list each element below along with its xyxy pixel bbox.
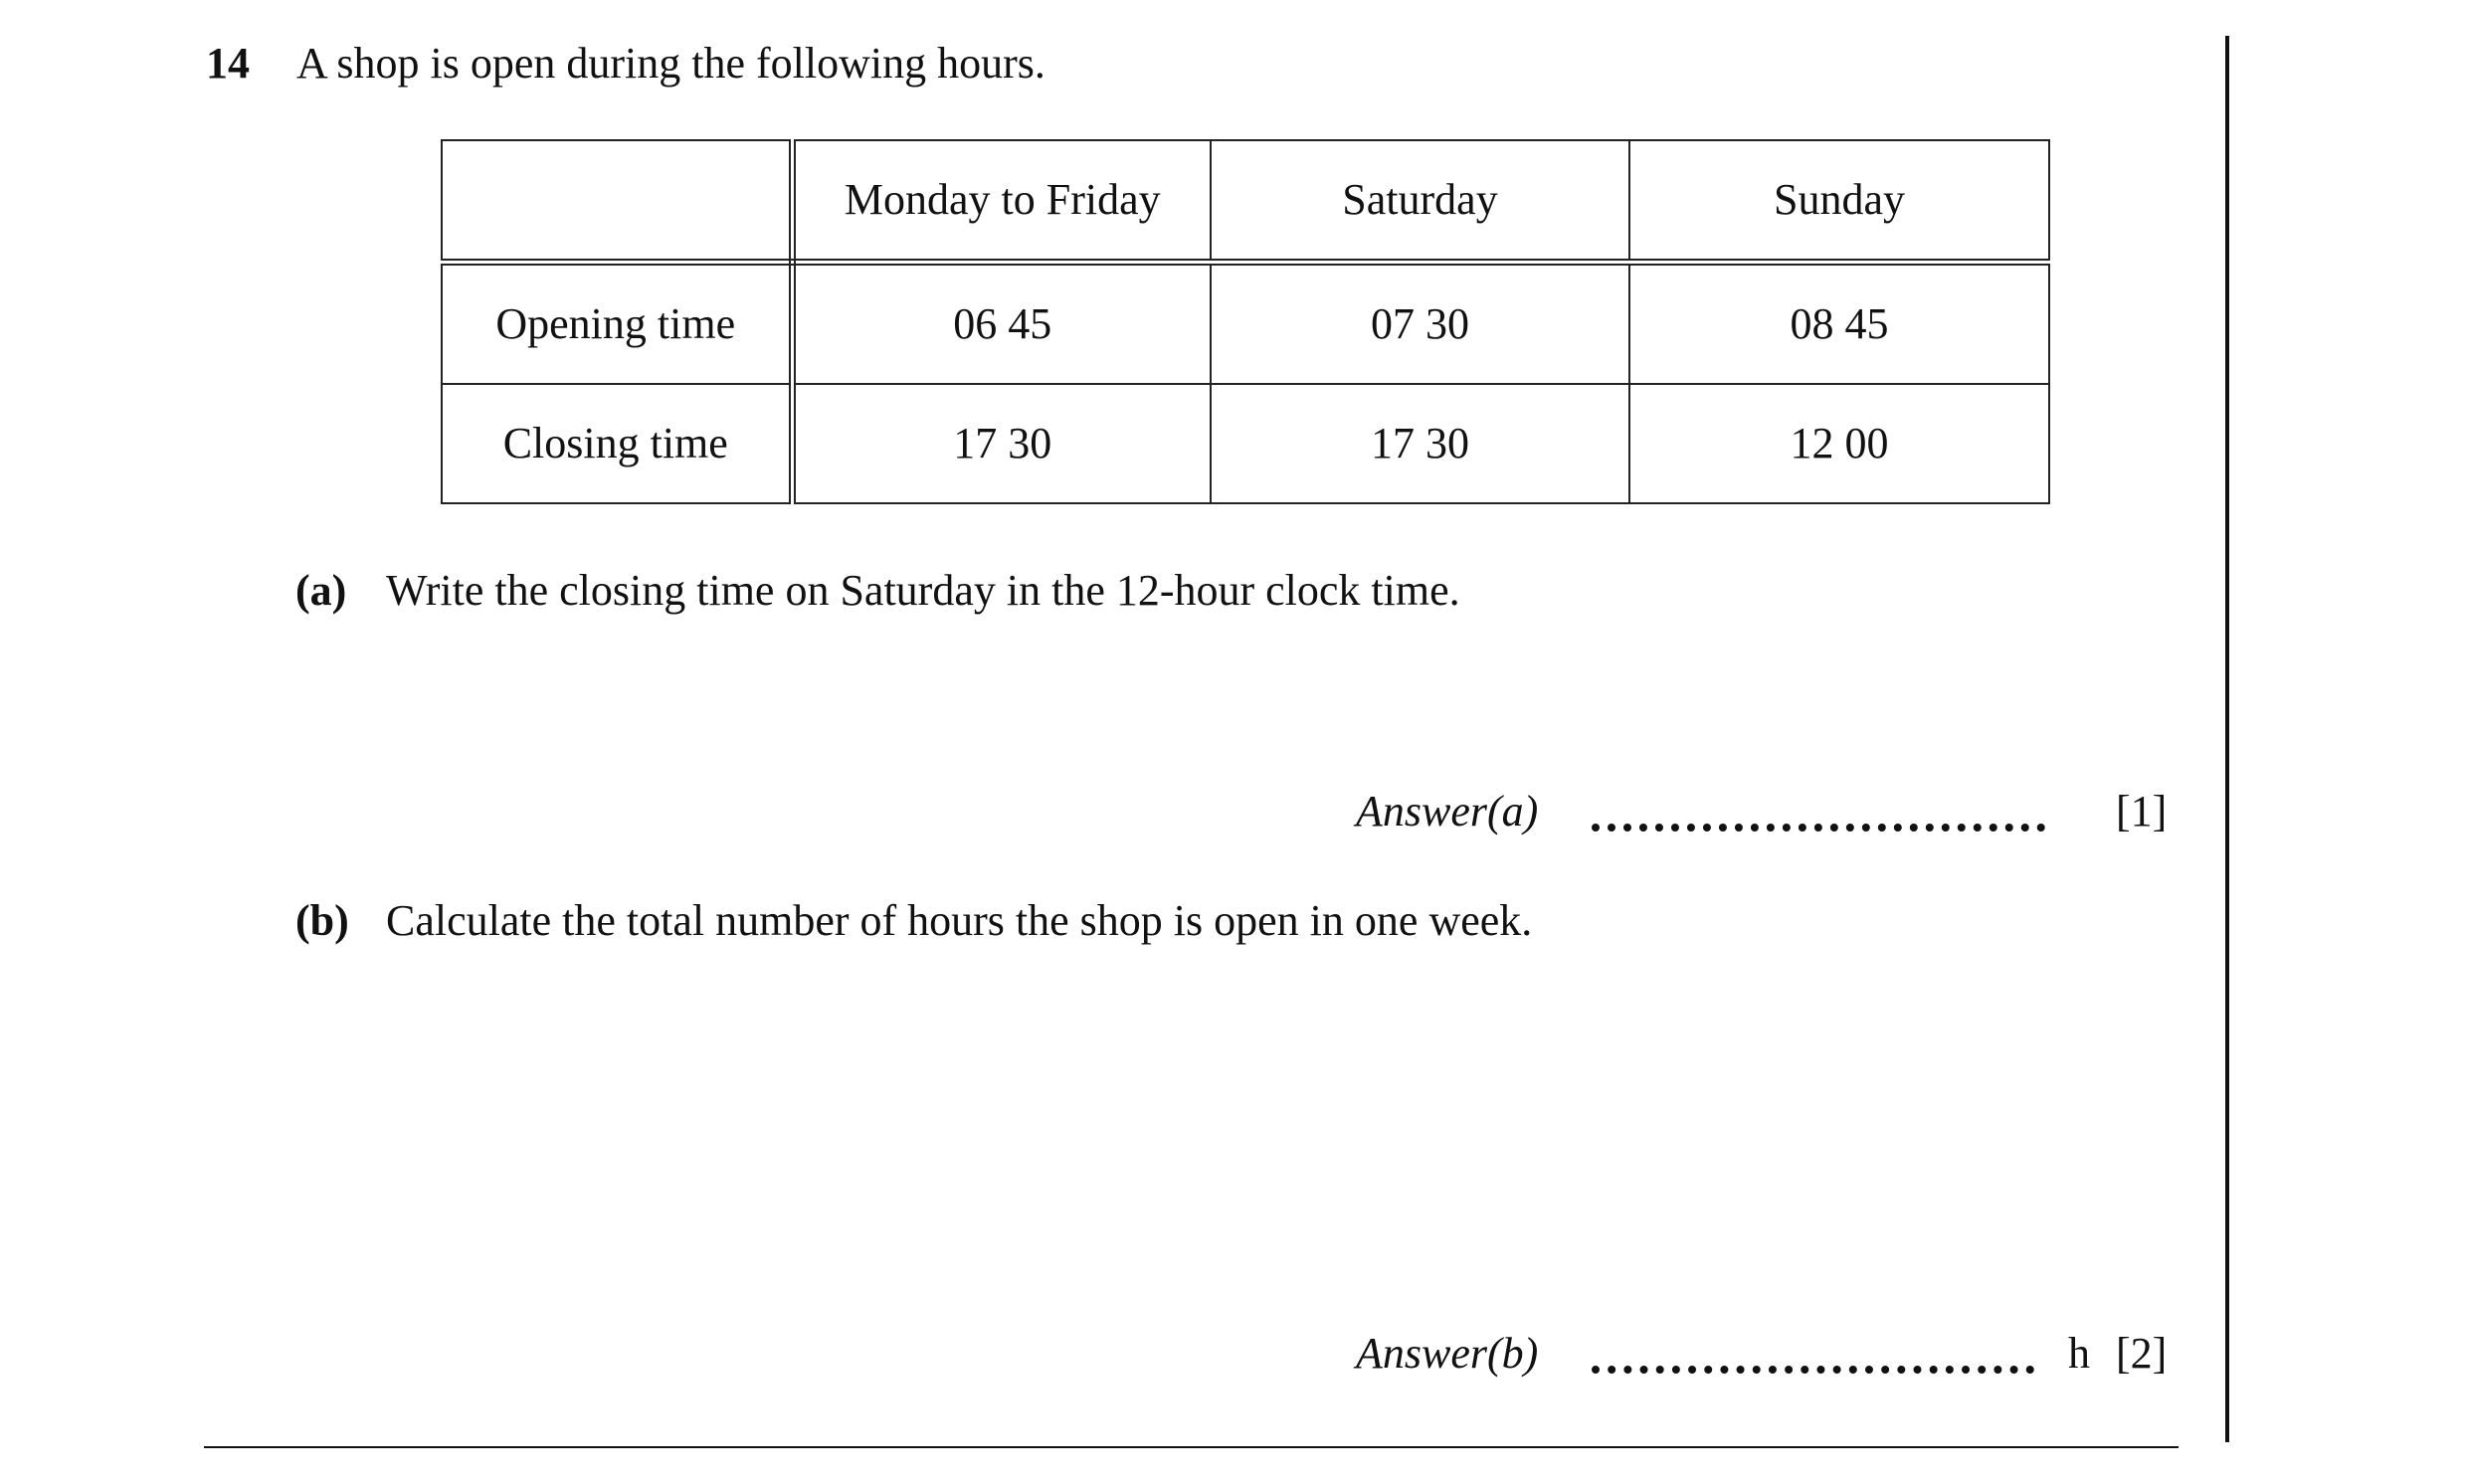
closing-monday-to-friday: 17 30 [792, 384, 1211, 503]
question-separator-rule [204, 1446, 2179, 1448]
part-b-unit: h [2068, 1329, 2090, 1378]
opening-hours-table [441, 139, 2050, 504]
question-stem: A shop is open during the following hours. [296, 39, 1045, 88]
closing-sunday: 12 00 [1629, 384, 2049, 503]
answer-b-label: Answer(b) [1356, 1329, 1539, 1378]
table-header-row [442, 140, 2049, 263]
part-b-label: (b) [295, 896, 349, 945]
table-row-opening [442, 263, 2049, 385]
row-label-opening-time: Opening time [442, 263, 792, 385]
answer-b-line[interactable] [1592, 1366, 2034, 1374]
answer-a-label: Answer(a) [1356, 787, 1539, 835]
question-number: 14 [206, 39, 250, 88]
margin-rule [2225, 36, 2229, 1442]
answer-a-line[interactable] [1592, 824, 2045, 832]
part-b-text: Calculate the total number of hours the shop is open in one week. [386, 896, 1533, 945]
part-b-marks: [2] [2116, 1329, 2168, 1378]
part-a-label: (a) [295, 566, 347, 615]
part-a-text: Write the closing time on Saturday in the 12-hour clock time. [386, 566, 1460, 615]
table-corner-cell [442, 140, 792, 263]
opening-sunday: 08 45 [1629, 263, 2049, 385]
opening-saturday: 07 30 [1211, 263, 1629, 385]
table-row-closing [442, 384, 2049, 503]
closing-saturday: 17 30 [1211, 384, 1629, 503]
header-monday-to-friday: Monday to Friday [792, 140, 1211, 263]
header-sunday: Sunday [1629, 140, 2049, 263]
part-a-marks: [1] [2116, 787, 2168, 835]
header-saturday: Saturday [1211, 140, 1629, 263]
row-label-closing-time: Closing time [442, 384, 792, 503]
opening-monday-to-friday: 06 45 [792, 263, 1211, 385]
